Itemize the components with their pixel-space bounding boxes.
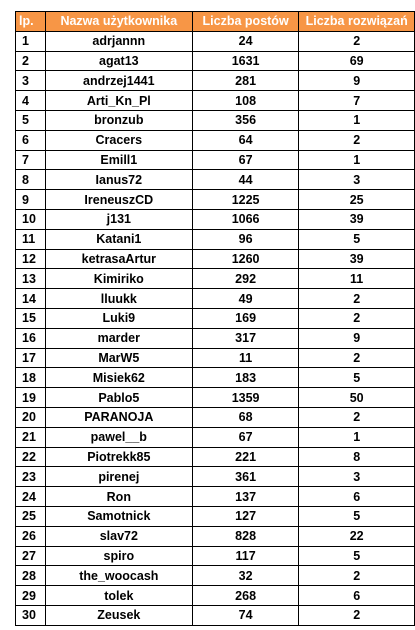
cell-post-count: 281 [192,71,298,91]
cell-solution-count: 6 [299,586,415,606]
cell-post-count: 127 [192,506,298,526]
cell-post-count: 67 [192,427,298,447]
table-row [16,229,415,249]
cell-post-count: 64 [192,130,298,150]
cell-username: marder [45,328,192,348]
cell-solution-count: 25 [299,190,415,210]
cell-solution-count: 39 [299,249,415,269]
cell-solution-count: 2 [299,130,415,150]
cell-lp: 26 [16,526,46,546]
cell-username: Piotrekk85 [45,447,192,467]
cell-username: Zeusek [45,605,192,625]
cell-username: Ianus72 [45,170,192,190]
cell-solution-count: 2 [299,31,415,51]
cell-username: j131 [45,209,192,229]
cell-lp: 2 [16,51,46,71]
table-row [16,150,415,170]
table-row [16,388,415,408]
table-row [16,269,415,289]
cell-username: lluukk [45,289,192,309]
cell-lp: 18 [16,368,46,388]
cell-username: the_woocash [45,566,192,586]
cell-solution-count: 2 [299,289,415,309]
cell-post-count: 292 [192,269,298,289]
cell-post-count: 221 [192,447,298,467]
cell-lp: 27 [16,546,46,566]
table-row [16,586,415,606]
table-row [16,110,415,130]
header-row [16,12,415,32]
cell-post-count: 74 [192,605,298,625]
cell-solution-count: 2 [299,605,415,625]
cell-post-count: 169 [192,308,298,328]
cell-lp: 25 [16,506,46,526]
cell-lp: 10 [16,209,46,229]
cell-solution-count: 8 [299,447,415,467]
cell-username: adrjannn [45,31,192,51]
cell-username: MarW5 [45,348,192,368]
cell-username: Kimiriko [45,269,192,289]
cell-username: Emill1 [45,150,192,170]
cell-lp: 28 [16,566,46,586]
table-row [16,447,415,467]
cell-username: Misiek62 [45,368,192,388]
table-row [16,605,415,625]
cell-lp: 29 [16,586,46,606]
cell-post-count: 67 [192,150,298,170]
cell-post-count: 44 [192,170,298,190]
cell-lp: 11 [16,229,46,249]
cell-username: Cracers [45,130,192,150]
cell-solution-count: 9 [299,71,415,91]
cell-lp: 5 [16,110,46,130]
cell-username: agat13 [45,51,192,71]
header-post-count: Liczba postów [192,12,298,32]
cell-lp: 8 [16,170,46,190]
cell-post-count: 32 [192,566,298,586]
cell-post-count: 11 [192,348,298,368]
table-row [16,190,415,210]
cell-username: bronzub [45,110,192,130]
cell-solution-count: 5 [299,546,415,566]
cell-post-count: 96 [192,229,298,249]
cell-username: spiro [45,546,192,566]
cell-lp: 4 [16,91,46,111]
table-row [16,467,415,487]
cell-post-count: 1225 [192,190,298,210]
cell-lp: 3 [16,71,46,91]
table-row [16,51,415,71]
cell-solution-count: 39 [299,209,415,229]
cell-solution-count: 1 [299,427,415,447]
header-lp: lp. [16,12,46,32]
cell-solution-count: 6 [299,487,415,507]
cell-username: PARANOJA [45,407,192,427]
cell-lp: 23 [16,467,46,487]
cell-lp: 24 [16,487,46,507]
cell-username: pawel__b [45,427,192,447]
cell-solution-count: 2 [299,566,415,586]
header-username: Nazwa użytkownika [45,12,192,32]
cell-solution-count: 5 [299,368,415,388]
table-row [16,407,415,427]
cell-solution-count: 69 [299,51,415,71]
table-body [16,31,415,625]
cell-username: tolek [45,586,192,606]
cell-username: Katani1 [45,229,192,249]
cell-lp: 22 [16,447,46,467]
cell-username: ketrasaArtur [45,249,192,269]
cell-solution-count: 1 [299,110,415,130]
cell-post-count: 49 [192,289,298,309]
table-row [16,427,415,447]
cell-solution-count: 2 [299,407,415,427]
cell-post-count: 183 [192,368,298,388]
table-header [16,12,415,32]
cell-lp: 19 [16,388,46,408]
table-row [16,170,415,190]
cell-post-count: 828 [192,526,298,546]
cell-post-count: 117 [192,546,298,566]
cell-post-count: 317 [192,328,298,348]
table-row [16,368,415,388]
cell-lp: 12 [16,249,46,269]
cell-username: slav72 [45,526,192,546]
cell-solution-count: 3 [299,170,415,190]
cell-username: andrzej1441 [45,71,192,91]
cell-post-count: 1631 [192,51,298,71]
cell-lp: 21 [16,427,46,447]
cell-post-count: 268 [192,586,298,606]
cell-solution-count: 7 [299,91,415,111]
table-row [16,91,415,111]
cell-post-count: 1260 [192,249,298,269]
cell-username: pirenej [45,467,192,487]
cell-lp: 20 [16,407,46,427]
table-row [16,308,415,328]
cell-solution-count: 5 [299,506,415,526]
table-row [16,566,415,586]
cell-lp: 16 [16,328,46,348]
cell-lp: 14 [16,289,46,309]
cell-solution-count: 5 [299,229,415,249]
table-row [16,348,415,368]
cell-lp: 13 [16,269,46,289]
cell-lp: 9 [16,190,46,210]
cell-post-count: 108 [192,91,298,111]
cell-lp: 1 [16,31,46,51]
cell-solution-count: 9 [299,328,415,348]
table-row [16,249,415,269]
cell-solution-count: 3 [299,467,415,487]
table-row [16,71,415,91]
cell-post-count: 361 [192,467,298,487]
cell-solution-count: 2 [299,308,415,328]
cell-post-count: 137 [192,487,298,507]
cell-solution-count: 22 [299,526,415,546]
cell-solution-count: 50 [299,388,415,408]
cell-username: Pablo5 [45,388,192,408]
table-row [16,487,415,507]
table-row [16,328,415,348]
cell-username: IreneuszCD [45,190,192,210]
cell-lp: 30 [16,605,46,625]
table-row [16,526,415,546]
cell-solution-count: 1 [299,150,415,170]
cell-username: Arti_Kn_Pl [45,91,192,111]
cell-post-count: 68 [192,407,298,427]
cell-post-count: 1066 [192,209,298,229]
cell-username: Ron [45,487,192,507]
cell-post-count: 24 [192,31,298,51]
cell-lp: 7 [16,150,46,170]
header-solution-count: Liczba rozwiązań [299,12,415,32]
cell-solution-count: 11 [299,269,415,289]
table-row [16,209,415,229]
table-row [16,289,415,309]
table-row [16,506,415,526]
cell-lp: 17 [16,348,46,368]
ranking-table-container [15,11,415,626]
cell-post-count: 356 [192,110,298,130]
cell-lp: 6 [16,130,46,150]
table-row [16,130,415,150]
cell-solution-count: 2 [299,348,415,368]
table-row [16,31,415,51]
ranking-table [15,11,415,626]
table-row [16,546,415,566]
cell-username: Luki9 [45,308,192,328]
cell-username: Samotnick [45,506,192,526]
cell-post-count: 1359 [192,388,298,408]
cell-lp: 15 [16,308,46,328]
